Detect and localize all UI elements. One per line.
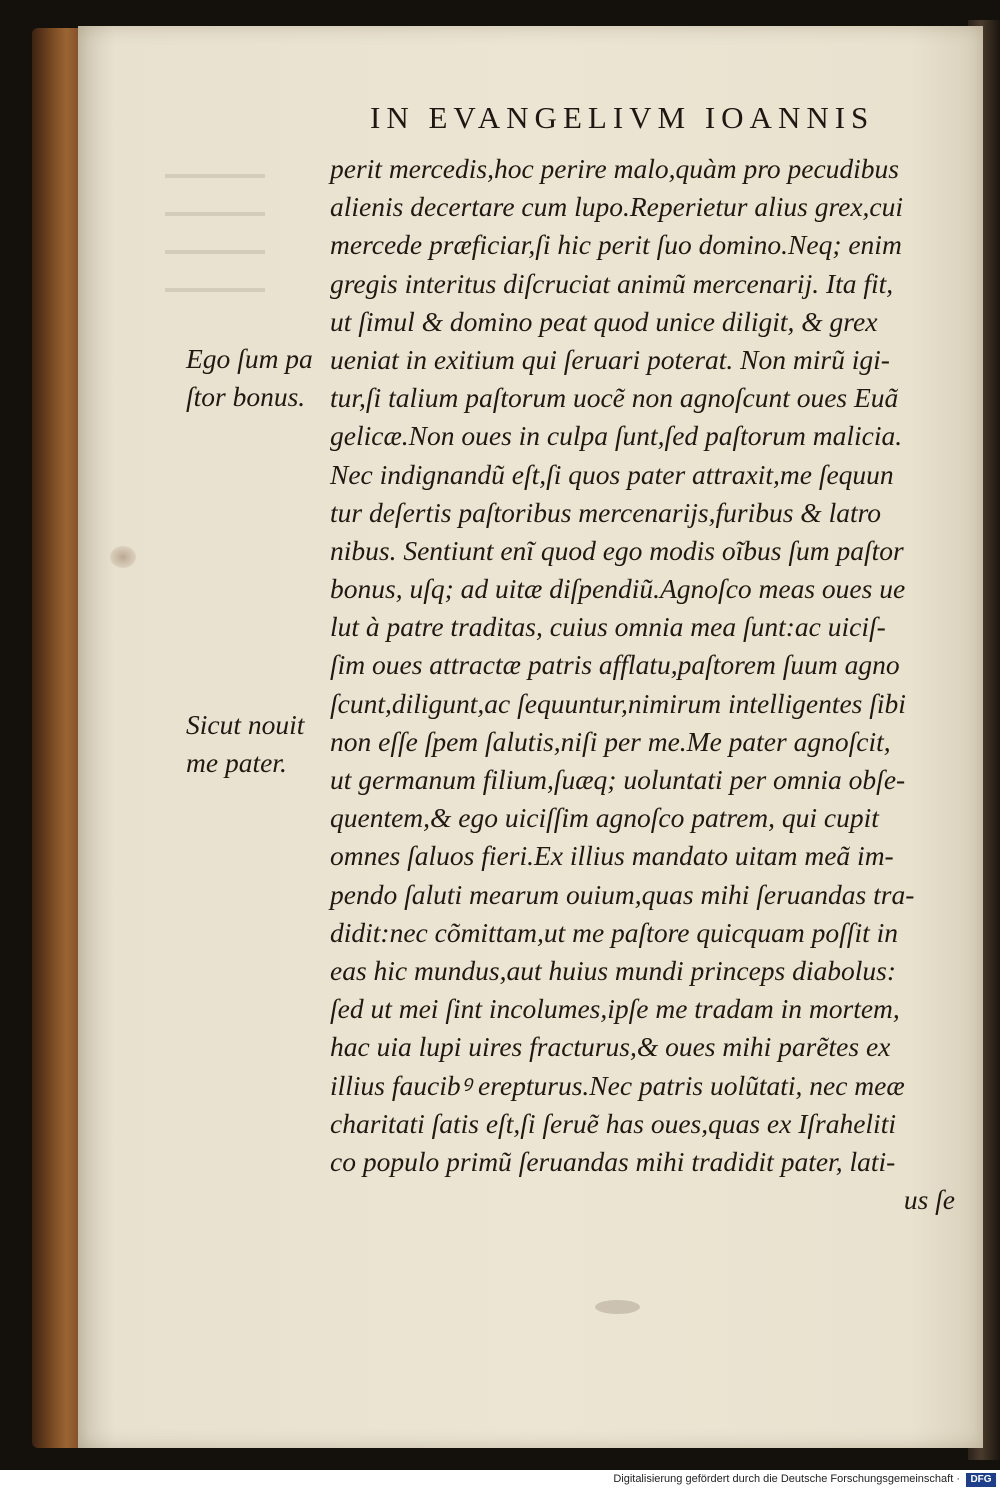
text-line: Nec indignandũ eſt,ſi quos pater attraxit,me ſequun [330,458,894,490]
footer-bar [0,1470,1000,1491]
text-line: tur deſertis paſtoribus mercenarijs,furibus & latro [330,496,882,528]
text-line: omnes ſaluos fieri.Ex illius mandato uitam meã im- [330,840,894,872]
margin-note-line: Sicut nouit [186,709,305,740]
dfg-logo: DFG [966,1473,996,1487]
text-line: lut à patre traditas, cuius omnia mea ſunt:ac uiciſ- [330,611,886,643]
footer-credit: Digitalisierung gefördert durch die Deutsche Forschungsgemeinschaft · [613,1473,960,1485]
text-line: hac uia lupi uires fracturus,& oues mihi parẽtes ex [330,1031,891,1063]
margin-note [186,706,304,782]
text-line: gregis interitus diſcruciat animũ mercenarij. Ita fit, [330,267,894,299]
text-line: tur,ſi talium paſtorum uocẽ non agnoſcunt oues Euã [330,382,899,414]
text-line: ſcunt,diligunt,ac ſequuntur,nimirum intelligentes ſibi [330,687,906,719]
text-line: non eſſe ſpem ſalutis,niſi per me.Me pater agnoſcit, [330,725,891,757]
text-line: ueniat in exitium qui ſeruari poterat. Non mirũ igi- [330,343,890,375]
text-line: ſim oues attractæ patris afflatu,paſtorem ſuum agno [330,649,900,681]
running-head: IN EVANGELIVM IOANNIS [370,100,875,135]
bleed-through-text [165,160,265,310]
text-line: eas hic mundus,aut huius mundi princeps diabolus: [330,954,897,986]
text-line: ſed ut mei ſint incolumes,ipſe me tradam in mortem, [330,993,900,1025]
ink-smudge [595,1300,640,1314]
text-line: bonus, uſq; ad uitæ diſpendiũ.Agnoſco meas oues ue [330,573,906,605]
text-line: didit:nec cõmittam,ut me paſtore quicquam poſſit in [330,916,898,948]
margin-note-line: Ego ſum pa [186,343,313,374]
paper-stain [110,546,136,568]
text-line: gelicæ.Non oues in culpa ſunt,ſed paſtorum malicia. [330,420,903,452]
margin-note-line: ſtor bonus. [186,381,306,413]
margin-note [186,340,313,416]
body-text [330,150,955,1219]
margin-note-line: me pater. [186,747,287,779]
text-line: ut ſimul & domino peat quod unice diligit, & grex [330,305,878,337]
text-line: illius faucibꝰ erepturus.Nec patris uolũtati, nec meæ [330,1069,905,1101]
text-line: mercede præficiar,ſi hic perit ſuo domino.Neq; enim [330,229,902,261]
text-line: alienis decertare cum lupo.Reperietur alius grex,cui [330,191,904,223]
text-line: pendo ſaluti mearum ouium,quas mihi ſeruandas tra- [330,878,915,910]
text-line: charitati ſatis eſt,ſi ſeruẽ has oues,quas ex Iſraheliti [330,1107,896,1139]
text-line: quentem,& ego uiciſſim agnoſco patrem, qui cupit [330,802,879,834]
text-line: co populo primũ ſeruandas mihi tradidit pater, lati- [330,1145,896,1177]
text-line: perit mercedis,hoc perire malo,quàm pro pecudibus [330,153,900,184]
text-line: ut germanum filium,ſuæq; uoluntati per omnia obſe- [330,764,906,795]
text-line: nibus. Sentiunt enĩ quod ego modis oĩbus ſum paſtor [330,534,904,566]
catchword: us ſe [903,1184,955,1216]
